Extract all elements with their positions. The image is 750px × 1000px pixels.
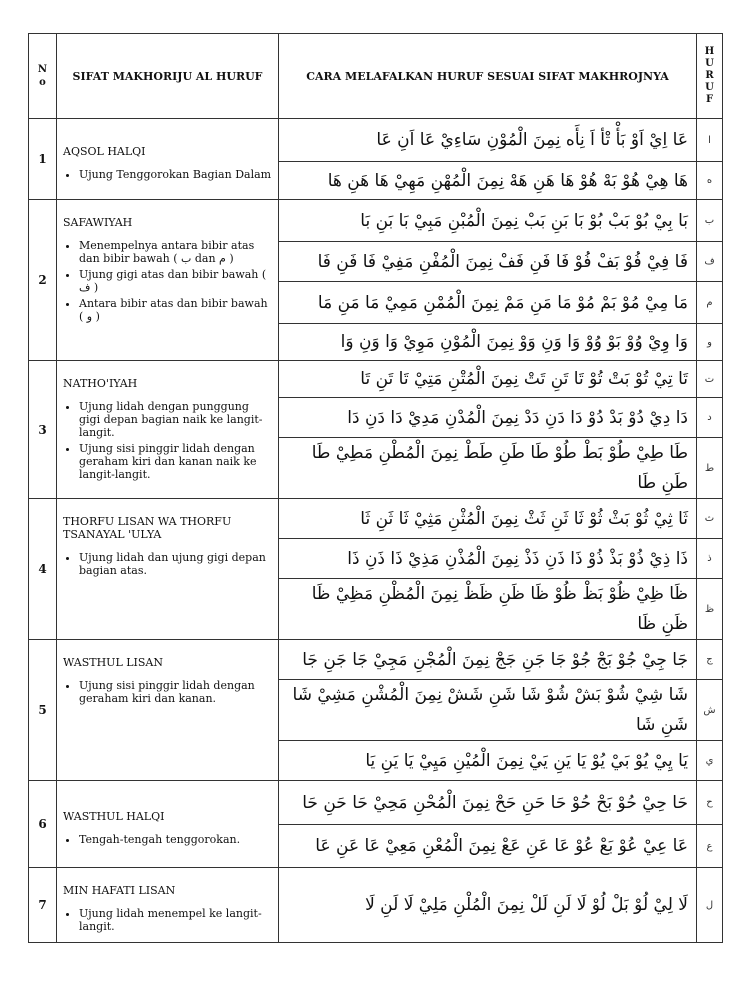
- pronunciation-arabic: ثَا ثِيْ ثُوْ بَثْ ثُوْ ثَا ثَنِ ثَثْ نِمِنَ الْمُثْنِ مَثِيْ ثَا ثَنِ ثَا: [279, 499, 697, 539]
- sifat-cell: [57, 200, 279, 361]
- sifat-bullet-list: [63, 551, 272, 577]
- table-row: [29, 200, 723, 242]
- sifat-bullet: • Ujung gigi atas dan bibir bawah ( ف ): [79, 268, 272, 294]
- huruf-letter: ج: [697, 640, 723, 680]
- group-number: 2: [29, 200, 57, 361]
- huruf-letter: ظ: [697, 579, 723, 640]
- group-number: 3: [29, 361, 57, 499]
- sifat-bullet-list: [63, 400, 272, 481]
- sifat-bullet-list: [63, 679, 272, 705]
- sifat-bullet: • Menempelnya antara bibir atas dan bibir bawah ( ب dan م ): [79, 239, 272, 265]
- sifat-title: NATHO'IYAH: [63, 377, 138, 390]
- huruf-letter: ب: [697, 200, 723, 242]
- huruf-letter: ش: [697, 680, 723, 741]
- pronunciation-arabic: مَا مِيْ مُوْ بَمْ مُوْ مَا مَنِ مَمْ نِمِنَ الْمُمْنِ مَمِيْ مَا مَنِ مَا: [279, 282, 697, 324]
- sifat-bullet-list: [63, 239, 272, 323]
- pronunciation-arabic: عَا اِيْ اَوْ بَأْ تْأ اَ نِأَه نِمِنَ الْمُوْنِ سَاءِيْ عَا اَنِ عَا: [279, 119, 697, 162]
- sifat-bullet: • Tengah-tengah tenggorokan.: [79, 833, 272, 846]
- sifat-title: MIN HAFATI LISAN: [63, 884, 176, 897]
- huruf-letter: ح: [697, 781, 723, 825]
- pronunciation-arabic: لَا لِيْ لُوْ بَلْ لُوْ لَا لَنِ لَلْ نِمِنَ الْمُلْنِ مَلِيْ لَا لَنِ لَا: [279, 868, 697, 943]
- table-row: [29, 781, 723, 825]
- huruf-letter: ت: [697, 361, 723, 398]
- group-number: 6: [29, 781, 57, 868]
- sifat-title: AQSOL HALQI: [63, 144, 146, 158]
- pronunciation-arabic: حَا حِيْ حُوْ بَحْ حُوْ حَا حَنِ حَحْ نِمِنَ الْمُحْنِ مَحِيْ حَا حَنِ حَا: [279, 781, 697, 825]
- sifat-title: WASTHUL HALQI: [63, 809, 165, 823]
- sifat-cell: [57, 499, 279, 640]
- pronunciation-arabic: ذَا ذِيْ ذُوْ بَذْ ذُوْ ذَا ذَنِ ذَذْ نِمِنَ الْمُذْنِ مَذِيْ ذَا ذَنِ ذَا: [279, 539, 697, 579]
- huruf-letter: ف: [697, 242, 723, 282]
- sifat-title: WASTHUL LISAN: [63, 656, 163, 669]
- sifat-bullet: • Ujung lidah dan ujung gigi depan bagian atas.: [79, 551, 272, 577]
- pronunciation-arabic: تَا تِيْ تُوْ بَتْ تُوْ تَا تَنِ تَتْ نِمِنَ الْمُتْنِ مَتِيْ تَا تَنِ تَا: [279, 361, 697, 398]
- sifat-bullet: • Antara bibir atas dan bibir bawah ( و ): [79, 297, 272, 323]
- table-row: [29, 640, 723, 680]
- table-row: [29, 361, 723, 398]
- huruf-letter: ث: [697, 499, 723, 539]
- sifat-bullet-list: [63, 833, 272, 846]
- sifat-bullet: • Ujung sisi pinggir lidah dengan geraham kiri dan kanan.: [79, 679, 272, 705]
- sifat-cell: [57, 361, 279, 499]
- group-number: 1: [29, 119, 57, 200]
- pronunciation-arabic: عَا عِيْ عُوْ بَعْ عُوْ عَا عَنِ عَعْ نِمِنَ الْمُعْنِ مَعِيْ عَا عَنِ عَا: [279, 825, 697, 868]
- pronunciation-arabic: بَا بِيْ بُوْ بَبْ بُوْ بَا بَنِ بَبْ نِمِنَ الْمُبْنِ مَبِيْ بَا بَنِ بَا: [279, 200, 697, 242]
- table-row: [29, 119, 723, 162]
- huruf-letter: م: [697, 282, 723, 324]
- pronunciation-arabic: وَا وِيْ وُوْ بَوْ وُوْ وَا وَنِ وَوْ نِمِنَ الْمُوْنِ مَوِيْ وَا وَنِ وَا: [279, 324, 697, 361]
- sifat-title: SAFAWIYAH: [63, 216, 133, 229]
- sifat-bullet: • Ujung Tenggorokan Bagian Dalam: [79, 168, 272, 181]
- sifat-cell: [57, 640, 279, 781]
- huruf-letter: ا: [697, 119, 723, 162]
- pronunciation-arabic: طَا طِيْ طُوْ بَطْ طُوْ طَا طَنِ طَطْ نِمِنَ الْمُطْنِ مَطِيْ طَا طَنِ طَا: [279, 438, 697, 499]
- pronunciation-arabic: يَا يِيْ يُوْ بَيْ يُوْ يَا يَنِ يَيْ نِمِنَ الْمُيْنِ مَيِيْ يَا يَنِ يَا: [279, 741, 697, 781]
- pronunciation-arabic: هَا هِيْ هُوْ بَهْ هُوْ هَا هَنِ هَهْ نِمِنَ الْمُهْنِ مَهِيْ هَا هَنِ هَا: [279, 162, 697, 200]
- sifat-cell: [57, 119, 279, 200]
- sifat-bullet-list: [63, 907, 272, 933]
- huruf-letter: ع: [697, 825, 723, 868]
- header-cara: CARA MELAFALKAN HURUF SESUAI SIFAT MAKHROJNYA: [279, 34, 697, 119]
- sifat-bullet: • Ujung lidah menempel ke langit-langit.: [79, 907, 272, 933]
- sifat-title: THORFU LISAN WA THORFU TSANAYAL 'ULYA: [63, 515, 232, 541]
- group-number: 5: [29, 640, 57, 781]
- group-number: 7: [29, 868, 57, 943]
- pronunciation-arabic: دَا دِيْ دُوْ بَدْ دُوْ دَا دَنِ دَدْ نِمِنَ الْمُدْنِ مَدِيْ دَا دَنِ دَا: [279, 398, 697, 438]
- makhorij-table: [28, 33, 723, 943]
- huruf-letter: د: [697, 398, 723, 438]
- header-huruf: H U R U F: [697, 34, 723, 119]
- huruf-letter: ل: [697, 868, 723, 943]
- pronunciation-arabic: ظَا ظِيْ ظُوْ بَظْ ظُوْ ظَا ظَنِ ظَظْ نِمِنَ الْمُظْنِ مَظِيْ ظَا ظَنِ ظَا: [279, 579, 697, 640]
- huruf-letter: و: [697, 324, 723, 361]
- pronunciation-arabic: جَا جِيْ جُوْ بَجْ جُوْ جَا جَنِ جَجْ نِمِنَ الْمُجْنِ مَجِيْ جَا جَنِ جَا: [279, 640, 697, 680]
- sifat-bullet: • Ujung sisi pinggir lidah dengan geraham kiri dan kanan naik ke langit-langit.: [79, 442, 272, 481]
- sifat-cell: [57, 781, 279, 868]
- sifat-bullet-list: [63, 168, 272, 181]
- pronunciation-arabic: فَا فِيْ فُوْ بَفْ فُوْ فَا فَنِ فَفْ نِمِنَ الْمُفْنِ مَفِيْ فَا فَنِ فَا: [279, 242, 697, 282]
- huruf-letter: ي: [697, 741, 723, 781]
- table-row: [29, 499, 723, 539]
- huruf-letter: ط: [697, 438, 723, 499]
- group-number: 4: [29, 499, 57, 640]
- table-row: [29, 868, 723, 943]
- sifat-cell: [57, 868, 279, 943]
- header-no: N o: [29, 34, 57, 119]
- huruf-letter: ذ: [697, 539, 723, 579]
- huruf-letter: ه: [697, 162, 723, 200]
- table-header-row: [29, 34, 723, 119]
- header-sifat: SIFAT MAKHORIJU AL HURUF: [57, 34, 279, 119]
- pronunciation-arabic: شَا شِيْ شُوْ بَشْ شُوْ شَا شَنِ شَشْ نِمِنَ الْمُشْنِ مَشِيْ شَا شَنِ شَا: [279, 680, 697, 741]
- sifat-bullet: • Ujung lidah dengan punggung gigi depan bagian naik ke langit-langit.: [79, 400, 272, 439]
